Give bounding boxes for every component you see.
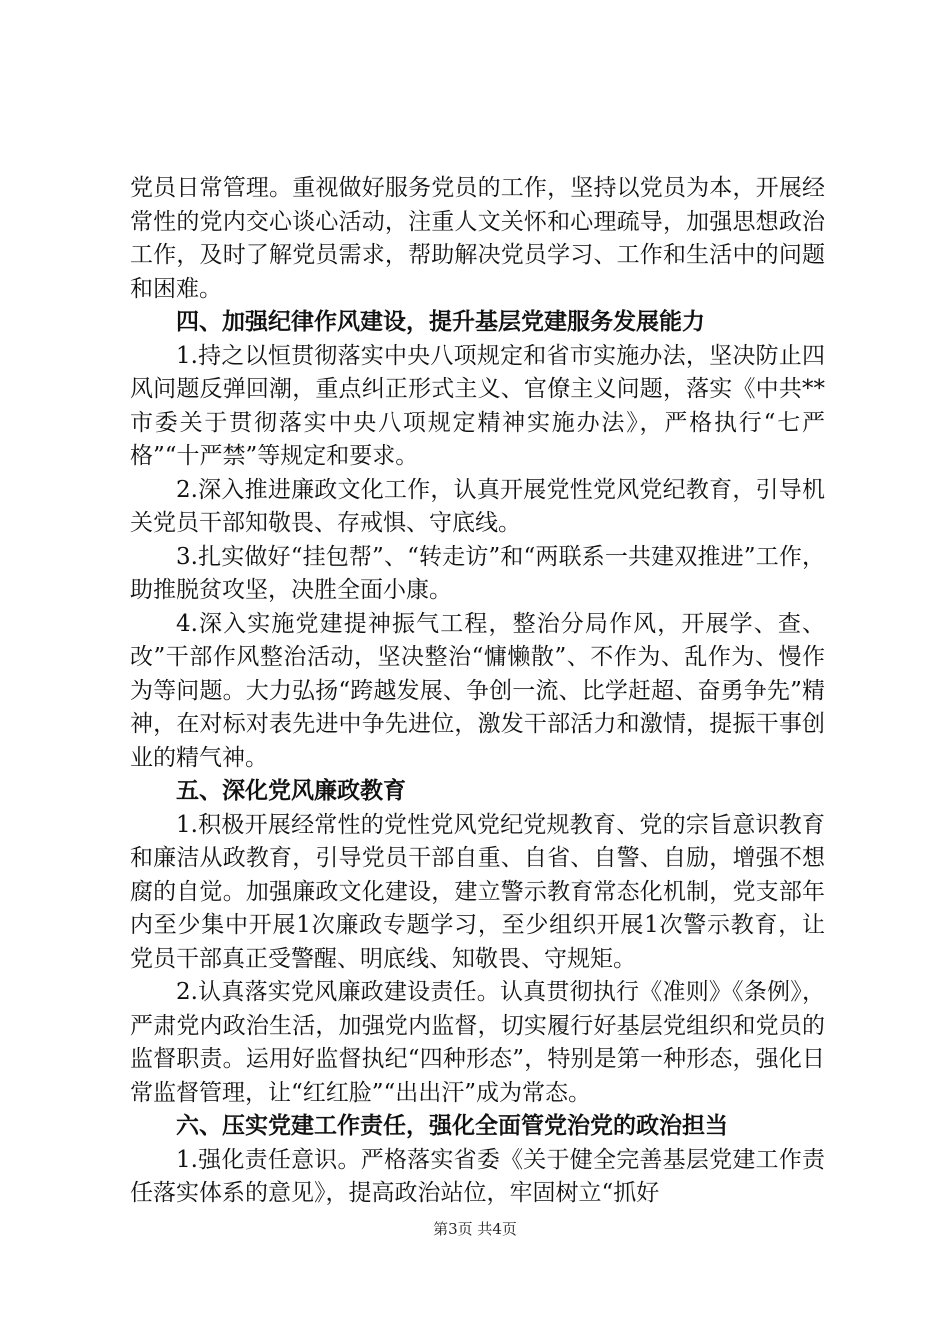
paragraph-4-1: 1.持之以恒贯彻落实中央八项规定和省市实施办法，坚决防止四风问题反弹回潮，重点纠正形式主义、官僚主义问题，落实《中共**市委关于贯彻落实中央八项规定精神实施办法》，严格执行“七严格”“十严禁”等规定和要求。 [130, 342, 825, 469]
paragraph-4-2: 2.深入推进廉政文化工作，认真开展党性党风党纪教育，引导机关党员干部知敬畏、存戒惧、守底线。 [130, 476, 825, 536]
page-number-footer: 第3页 共4页 [433, 1220, 517, 1238]
paragraph-5-1: 1.积极开展经常性的党性党风党纪党规教育、党的宗旨意识教育和廉洁从政教育，引导党员干部自重、自省、自警、自励，增强不想腐的自觉。加强廉政文化建设，建立警示教育常态化机制，党支部年内至少集中开展1次廉政专题学习，至少组织开展1次警示教育，让党员干部真正受警醒、明底线、知敬畏、守规矩。 [130, 811, 825, 972]
paragraph-4-3: 3.扎实做好“挂包帮”、“转走访”和“两联系一共建双推进”工作，助推脱贫攻坚，决胜全面小康。 [130, 543, 825, 603]
paragraph-4-4: 4.深入实施党建提神振气工程，整治分局作风，开展学、查、改”干部作风整治活动，坚决整治“慵懒散”、不作为、乱作为、慢作为等问题。大力弘扬“跨越发展、争创一流、比学赶超、奋勇争先”精神，在对标对表先进中争先进位，激发干部活力和激情，提振干事创业的精气神。 [130, 610, 825, 771]
paragraph-6-1: 1.强化责任意识。严格落实省委《关于健全完善基层党建工作责任落实体系的意见》，提高政治站位，牢固树立“抓好 [130, 1146, 825, 1206]
paragraph-5-2: 2.认真落实党风廉政建设责任。认真贯彻执行《准则》《条例》，严肃党内政治生活，加强党内监督，切实履行好基层党组织和党员的监督职责。运用好监督执纪“四种形态”，特别是第一种形态，强化日常监督管理，让“红红脸”“出出汗”成为常态。 [130, 979, 825, 1106]
document-body [130, 172, 825, 1211]
paragraph-party-member-management: 党员日常管理。重视做好服务党员的工作，坚持以党员为本，开展经常性的党内交心谈心活动，注重人文关怀和心理疏导，加强思想政治工作，及时了解党员需求，帮助解决党员学习、工作和生活中的问题和困难。 [130, 175, 825, 302]
section-heading-5: 五、深化党风廉政教育 [176, 778, 406, 804]
section-heading-6: 六、压实党建工作责任，强化全面管党治党的政治担当 [176, 1113, 728, 1139]
section-heading-4: 四、加强纪律作风建设，提升基层党建服务发展能力 [176, 309, 705, 335]
